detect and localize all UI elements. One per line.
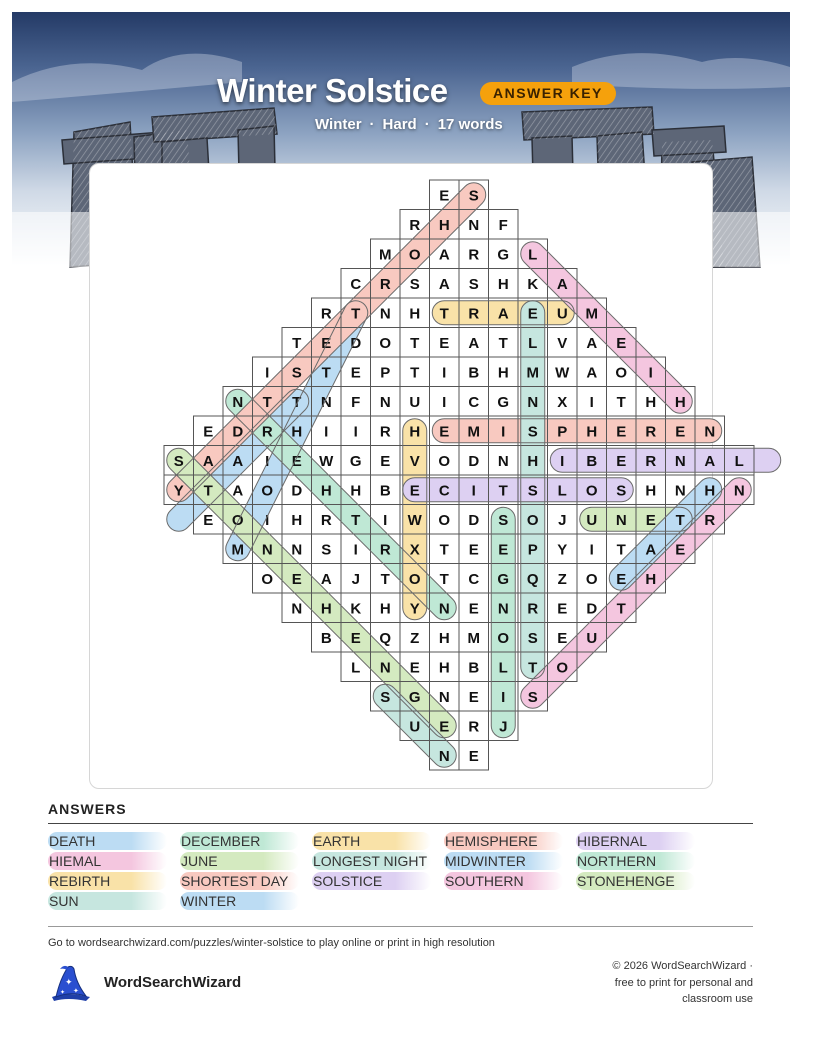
grid-letter: E <box>468 541 479 559</box>
grid-letter: M <box>467 629 480 647</box>
grid-letter: H <box>497 275 509 293</box>
grid-letter: N <box>497 600 509 618</box>
grid-letter: B <box>586 452 598 470</box>
answer-word: SOLSTICE <box>312 872 431 890</box>
answer-word: HIBERNAL <box>576 832 695 850</box>
grid-letter: N <box>438 600 450 618</box>
grid-letter: R <box>409 216 421 234</box>
grid-letter: H <box>674 393 686 411</box>
grid-letter: R <box>468 305 480 323</box>
grid-letter: R <box>379 541 391 559</box>
copyright-text <box>553 958 753 1008</box>
grid-letter: S <box>498 511 509 529</box>
grid-letter: R <box>261 423 273 441</box>
grid-letter: O <box>526 511 539 529</box>
answer-word: REBIRTH <box>48 872 167 890</box>
grid-letter: O <box>261 482 274 500</box>
grid-letter: B <box>468 364 480 382</box>
grid-letter: H <box>320 482 332 500</box>
grid-letter: S <box>291 364 302 382</box>
grid-letter: G <box>349 452 362 470</box>
difficulty-label: Hard <box>382 116 417 133</box>
copyright-line: free to print for personal and <box>614 976 753 989</box>
grid-letter: T <box>439 305 449 323</box>
grid-letter: R <box>645 452 657 470</box>
grid-letter: N <box>291 600 303 618</box>
grid-letter: N <box>615 511 627 529</box>
puzzle-meta <box>315 116 503 133</box>
grid-letter: O <box>497 629 510 647</box>
grid-letter: T <box>498 482 508 500</box>
grid-letter: J <box>499 718 508 736</box>
grid-letter: V <box>409 452 420 470</box>
separator-dot: · <box>369 116 375 133</box>
grid-letter: S <box>616 482 627 500</box>
grid-letter: T <box>292 393 302 411</box>
grid-letter: K <box>350 600 362 618</box>
grid-letter: H <box>379 600 391 618</box>
grid-letter: E <box>439 187 450 205</box>
grid-letter: I <box>324 423 329 441</box>
word-count-label: 17 words <box>437 116 503 133</box>
grid-letter: B <box>320 629 332 647</box>
grid-letter: I <box>560 452 565 470</box>
grid-letter: N <box>704 423 716 441</box>
grid-letter: T <box>351 511 361 529</box>
grid-letter: S <box>321 541 332 559</box>
grid-letter: T <box>616 600 626 618</box>
grid-letter: R <box>320 511 332 529</box>
grid-letter: E <box>616 452 627 470</box>
grid-letter: E <box>498 541 509 559</box>
grid-letter: E <box>380 452 391 470</box>
grid-letter: C <box>468 393 480 411</box>
grid-letter: O <box>261 570 274 588</box>
grid-letter: H <box>409 305 421 323</box>
grid-letter: E <box>439 423 450 441</box>
grid-letter: R <box>320 305 332 323</box>
grid-letter: E <box>439 718 450 736</box>
grid-letter: L <box>528 246 538 264</box>
grid-letter: T <box>528 659 538 677</box>
grid-letter: H <box>645 482 657 500</box>
grid-letter: T <box>616 541 626 559</box>
grid-letter: N <box>497 452 509 470</box>
grid-letter: A <box>586 334 598 352</box>
grid-letter: O <box>438 511 451 529</box>
divider <box>48 926 753 927</box>
grid-letter: R <box>704 511 716 529</box>
grid-letter: U <box>409 718 421 736</box>
grid-letter: S <box>468 275 479 293</box>
grid-letter: T <box>262 393 272 411</box>
grid-letter: E <box>203 511 214 529</box>
grid-letter: N <box>232 393 244 411</box>
answer-word: HEMISPHERE <box>444 832 563 850</box>
grid-letter: I <box>501 688 506 706</box>
grid-letter: N <box>438 688 450 706</box>
answer-word: SUN <box>48 892 167 910</box>
grid-letter: I <box>471 482 476 500</box>
grid-letter: B <box>468 659 480 677</box>
grid-letter: I <box>442 364 447 382</box>
divider <box>48 823 753 824</box>
separator-dot: · <box>424 116 430 133</box>
grid-letter: A <box>232 452 244 470</box>
grid-letter: T <box>321 364 331 382</box>
grid-letter: H <box>291 511 303 529</box>
grid-letter: N <box>468 216 480 234</box>
grid-letter: E <box>616 570 627 588</box>
grid-letter: D <box>468 511 480 529</box>
grid-letter: N <box>261 541 273 559</box>
answer-list <box>48 832 753 912</box>
grid-letter: H <box>438 629 450 647</box>
grid-letter: T <box>351 305 361 323</box>
grid-letter: N <box>291 541 303 559</box>
grid-letter: S <box>468 187 479 205</box>
grid-letter: N <box>379 305 391 323</box>
grid-letter: H <box>350 482 362 500</box>
page-title: Winter Solstice <box>217 72 448 109</box>
grid-letter: A <box>556 275 568 293</box>
grid-letter: W <box>407 511 422 529</box>
grid-letter: T <box>675 511 685 529</box>
grid-letter: R <box>379 423 391 441</box>
grid-letter: H <box>291 423 303 441</box>
grid-letter: D <box>232 423 244 441</box>
grid-letter: E <box>439 334 450 352</box>
grid-letter: N <box>379 393 391 411</box>
grid-letter: O <box>438 452 451 470</box>
grid-letter: T <box>292 334 302 352</box>
answer-key-badge: ANSWER KEY <box>480 82 616 105</box>
grid-letter: I <box>265 364 270 382</box>
svg-text:✦: ✦ <box>73 987 79 995</box>
category-label: Winter <box>315 116 362 133</box>
answer-word: DECEMBER <box>180 832 299 850</box>
answers-heading: ANSWERS <box>48 801 127 817</box>
grid-letter: D <box>586 600 598 618</box>
grid-letter: H <box>409 423 421 441</box>
grid-letter: O <box>585 570 598 588</box>
grid-letter: E <box>203 423 214 441</box>
answer-word: SOUTHERN <box>444 872 563 890</box>
answer-word: HIEMAL <box>48 852 167 870</box>
grid-letter: T <box>410 364 420 382</box>
grid-letter: M <box>526 364 539 382</box>
grid-letter: P <box>380 364 391 382</box>
grid-letter: I <box>442 393 447 411</box>
grid-letter: S <box>409 275 420 293</box>
grid-letter: Z <box>410 629 420 647</box>
grid-letter: K <box>527 275 539 293</box>
grid-letter: D <box>468 452 480 470</box>
answer-word: EARTH <box>312 832 431 850</box>
grid-letter: E <box>616 334 627 352</box>
grid-letter: T <box>410 334 420 352</box>
grid-letter: T <box>439 570 449 588</box>
grid-letter: N <box>733 482 745 500</box>
grid-letter: A <box>202 452 214 470</box>
grid-letter: S <box>380 688 391 706</box>
grid-letter: I <box>353 423 358 441</box>
grid-letter: H <box>645 393 657 411</box>
grid-letter: U <box>586 511 598 529</box>
grid-letter: L <box>498 659 508 677</box>
grid-letter: L <box>528 334 538 352</box>
grid-letter: E <box>291 570 302 588</box>
answer-word: MIDWINTER <box>444 852 563 870</box>
grid-letter: H <box>320 600 332 618</box>
grid-letter: E <box>468 747 479 765</box>
grid-letter: E <box>409 659 420 677</box>
grid-letter: H <box>438 659 450 677</box>
grid-letter: E <box>350 629 361 647</box>
answer-word: WINTER <box>180 892 299 910</box>
grid-letter: F <box>351 393 361 411</box>
grid-letter: P <box>527 541 538 559</box>
grid-letter: A <box>468 334 480 352</box>
grid-letter: I <box>589 393 594 411</box>
grid-letter: G <box>497 393 510 411</box>
grid-letter: I <box>383 511 388 529</box>
cell-layer <box>164 180 754 770</box>
grid-letter: A <box>497 305 509 323</box>
grid-letter: R <box>468 718 480 736</box>
grid-letter: I <box>589 541 594 559</box>
grid-letter: C <box>350 275 362 293</box>
grid-letter: T <box>616 393 626 411</box>
grid-letter: R <box>527 600 539 618</box>
grid-letter: T <box>498 334 508 352</box>
grid-letter: A <box>232 482 244 500</box>
grid-letter: V <box>557 334 568 352</box>
grid-letter: Q <box>526 570 539 588</box>
grid-letter: T <box>380 570 390 588</box>
grid-letter: M <box>231 541 244 559</box>
grid-letter: N <box>674 452 686 470</box>
grid-letter: I <box>265 452 270 470</box>
grid-letter: R <box>379 275 391 293</box>
grid-letter: H <box>704 482 716 500</box>
grid-letter: Y <box>409 600 420 618</box>
grid-letter: I <box>648 364 653 382</box>
grid-letter: T <box>439 541 449 559</box>
word-search-grid <box>90 164 745 788</box>
grid-letter: S <box>527 629 538 647</box>
grid-letter: A <box>438 275 450 293</box>
answer-word: STONEHENGE <box>576 872 695 890</box>
grid-letter: O <box>615 364 628 382</box>
grid-letter: S <box>173 452 184 470</box>
grid-letter: H <box>527 452 539 470</box>
grid-letter: I <box>265 511 270 529</box>
grid-letter: J <box>558 511 567 529</box>
grid-letter: J <box>351 570 360 588</box>
grid-letter: E <box>468 600 479 618</box>
grid-letter: H <box>438 216 450 234</box>
grid-letter: C <box>468 570 480 588</box>
grid-letter: D <box>350 334 362 352</box>
grid-letter: O <box>408 570 421 588</box>
grid-letter: U <box>586 629 598 647</box>
grid-letter: N <box>674 482 686 500</box>
grid-letter: E <box>527 305 538 323</box>
grid-letter: T <box>203 482 213 500</box>
grid-letter: R <box>468 246 480 264</box>
grid-letter: A <box>645 541 657 559</box>
grid-letter: L <box>557 482 567 500</box>
grid-letter: H <box>586 423 598 441</box>
grid-letter: S <box>527 688 538 706</box>
grid-letter: W <box>319 452 334 470</box>
grid-letter: X <box>409 541 420 559</box>
answer-word: SHORTEST DAY <box>180 872 299 890</box>
footer-url-text: Go to wordsearchwizard.com/puzzles/winter-solstice to play online or print in high resolution <box>48 937 495 949</box>
grid-letter: L <box>351 659 361 677</box>
grid-letter: U <box>409 393 421 411</box>
grid-letter: P <box>557 423 568 441</box>
grid-letter: E <box>321 334 332 352</box>
answer-word: DEATH <box>48 832 167 850</box>
grid-letter: H <box>645 570 657 588</box>
grid-letter: E <box>675 541 686 559</box>
grid-letter: E <box>645 511 656 529</box>
grid-letter: F <box>498 216 508 234</box>
grid-letter: I <box>353 541 358 559</box>
grid-letter: O <box>231 511 244 529</box>
grid-letter: X <box>557 393 568 411</box>
grid-letter: N <box>379 659 391 677</box>
grid-letter: N <box>438 747 450 765</box>
answer-word: NORTHERN <box>576 852 695 870</box>
grid-letter: A <box>438 246 450 264</box>
grid-letter: A <box>704 452 716 470</box>
puzzle-card <box>89 163 745 789</box>
grid-letter: L <box>734 452 744 470</box>
grid-letter: N <box>527 393 539 411</box>
answer-word: LONGEST NIGHT <box>312 852 431 870</box>
svg-text:✦: ✦ <box>60 989 66 996</box>
grid-letter: E <box>675 423 686 441</box>
grid-letter: S <box>527 482 538 500</box>
grid-letter: Q <box>379 629 392 647</box>
grid-letter: E <box>409 482 420 500</box>
wizard-hat-icon <box>46 963 94 1005</box>
grid-letter: M <box>379 246 392 264</box>
grid-letter: C <box>438 482 450 500</box>
grid-letter: M <box>585 305 598 323</box>
grid-letter: Y <box>173 482 184 500</box>
answer-word: JUNE <box>180 852 299 870</box>
grid-letter: R <box>645 423 657 441</box>
brand-name: WordSearchWizard <box>104 974 242 991</box>
grid-letter: I <box>501 423 506 441</box>
grid-letter: Y <box>557 541 568 559</box>
grid-letter: H <box>497 364 509 382</box>
grid-letter: M <box>467 423 480 441</box>
grid-letter: E <box>468 688 479 706</box>
grid-letter: G <box>497 570 510 588</box>
svg-text:✦: ✦ <box>65 978 73 988</box>
grid-letter: O <box>379 334 392 352</box>
grid-letter: E <box>557 600 568 618</box>
copyright-line: classroom use <box>682 993 753 1005</box>
copyright-line: © 2026 WordSearchWizard · <box>612 960 753 972</box>
grid-letter: D <box>291 482 303 500</box>
grid-letter: G <box>497 246 510 264</box>
grid-letter: E <box>350 364 361 382</box>
grid-letter: G <box>408 688 421 706</box>
grid-letter: O <box>556 659 569 677</box>
grid-letter: N <box>320 393 332 411</box>
grid-letter: A <box>320 570 332 588</box>
grid-letter: B <box>379 482 391 500</box>
grid-letter: S <box>527 423 538 441</box>
grid-letter: O <box>408 246 421 264</box>
grid-letter: U <box>556 305 568 323</box>
grid-letter: E <box>557 629 568 647</box>
grid-letter: E <box>616 423 627 441</box>
grid-letter: O <box>585 482 598 500</box>
grid-letter: W <box>555 364 570 382</box>
grid-letter: A <box>586 364 598 382</box>
grid-letter: Z <box>557 570 567 588</box>
grid-letter: E <box>291 452 302 470</box>
